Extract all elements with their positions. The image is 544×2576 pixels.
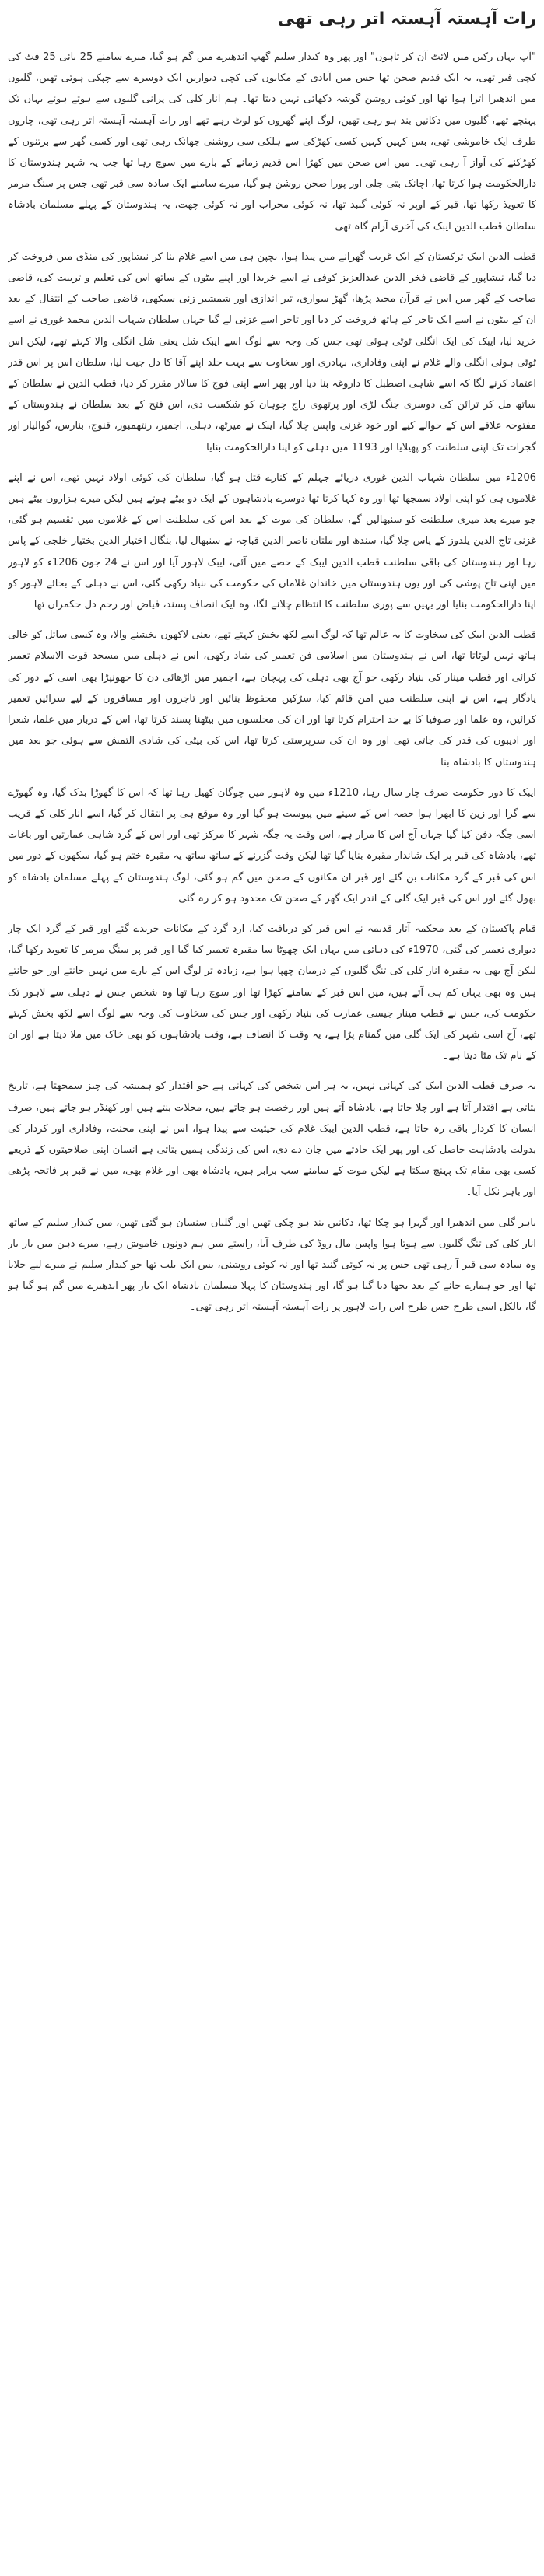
article-paragraph: قطب الدین ایبک ترکستان کے ایک غریب گھرانے میں پیدا ہوا، بچپن ہی میں اسے غلام بنا کر نیشاپور کی منڈی میں فروخت کر دیا گیا، نیشاپور کے قاضی فخر الدین عبدالعزیز کوفی نے اسے خریدا اور اپنے بیٹوں کے ساتھ اس کی تعلیم و تربیت کی، قاضی صاحب کے گھر میں اس نے قرآن مجید پڑھا، گھڑ سواری، تیر اندازی اور شمشیر زنی سیکھی، قاضی صاحب کے انتقال کے بعد ان کے بیٹوں نے اسے ایک تاجر کے ہاتھ فروخت کر دیا اور تاجر اسے غزنی لے گیا جہاں سلطان شہاب الدین محمد غوری نے اسے خرید لیا، ایبک کی ایک انگلی ٹوٹی ہوئی تھی جس کی وجہ سے لوگ اسے ایبک شل یعنی شل انگلی والا کہتے تھے، لیکن اس ٹوٹی ہوئی انگلی والے غلام نے اپنی وفاداری، بہادری اور سخاوت سے بہت جلد اپنے آقا کا دل جیت لیا، سلطان اس پر اس قدر اعتماد کرنے لگا کہ اسے شاہی اصطبل کا داروغہ بنا دیا اور پھر اسے اپنی فوج کا سالار مقرر کر دیا، قطب الدین نے سلطان کے ساتھ مل کر ترائن کی دوسری جنگ لڑی اور پرتھوی راج چوہان کو شکست دی، اس فتح کے بعد سلطان نے ہندوستان کے مفتوحہ علاقے اس کے حوالے کیے اور خود غزنی واپس چلا گیا، ایبک نے میرٹھ، دہلی، اجمیر، رنتھمبور، قنوج، بنارس، گوالیار اور گجرات تک اپنی سلطنت کو پھیلایا اور 1193 میں دہلی کو اپنا دارالحکومت بنایا۔ [8, 250, 536, 453]
article-paragraph: ایبک کا دور حکومت صرف چار سال رہا، 1210ء میں وہ لاہور میں چوگان کھیل رہا تھا کہ اس کا گھوڑا بدک گیا، وہ گھوڑے سے گرا اور زین کا ابھرا ہوا حصہ اس کے سینے میں پیوست ہو گیا اور وہ موقع ہی پر انتقال کر گیا، اسے انار کلی کے قریب اسی جگہ دفن کیا گیا جہاں آج اس کا مزار ہے، اس وقت یہ جگہ شہر کا مرکز تھی اور اس کے گرد شاہی عمارتیں اور باغات تھے، بادشاہ کی قبر پر ایک شاندار مقبرہ بنایا گیا تھا لیکن وقت گزرنے کے ساتھ ساتھ یہ مقبرہ ختم ہو گیا، سکھوں کے دور میں اس کی قبر کے گرد مکانات بن گئے اور قبر ان مکانوں کے صحن میں گم ہو گئی، لوگ ہندوستان کے پہلے مسلمان بادشاہ کو بھول گئے اور اس کی قبر ایک گلی کے اندر ایک گھر کے صحن تک محدود ہو کر رہ گئی۔ [8, 786, 536, 905]
article-paragraph: قطب الدین ایبک کی سخاوت کا یہ عالم تھا کہ لوگ اسے لکھ بخش کہتے تھے، یعنی لاکھوں بخشنے والا، وہ کسی سائل کو خالی ہاتھ نہیں لوٹاتا تھا، اس نے ہندوستان میں اسلامی فن تعمیر کی بنیاد رکھی، اس نے دہلی میں مسجد قوت الاسلام تعمیر کرائی اور قطب مینار کی بنیاد رکھی جو آج بھی دہلی کی پہچان ہے، اجمیر میں اڑھائی دن کا جھونپڑا بھی اسی کے دور کی یادگار ہے، اس نے اپنی سلطنت میں امن قائم کیا، سڑکیں محفوظ بنائیں اور تاجروں اور مسافروں کے لیے سرائیں تعمیر کرائیں، وہ علما اور صوفیا کا بے حد احترام کرتا تھا اور ان کی مجلسوں میں بیٹھنا پسند کرتا تھا، اس کے دربار میں علما، شعرا اور ادیبوں کی قدر کی جاتی تھی اور وہ ان کی سرپرستی کرتا تھا، اس کی بیٹی کی شادی التمش سے ہوئی جو بعد میں ہندوستان کا بادشاہ بنا۔ [8, 629, 536, 768]
article-paragraph: "آپ یہاں رکیں میں لائٹ آن کر تاہوں" اور پھر وہ کیدار سلیم گھپ اندھیرے میں گم ہو گیا، میرے سامنے 25 بائی 25 فٹ کی کچی قبر تھی، یہ ایک قدیم صحن تھا جس میں آبادی کے مکانوں کی کچی دیواریں ایک دوسرے سے چپکی ہوئی تھیں، گلیوں میں اندھیرا اترا ہوا تھا اور کوئی روشن گوشہ دکھائی نہیں دیتا تھا۔ ہم انار کلی کی پرانی گلیوں سے ہوتے ہوئے یہاں تک پہنچے تھے، گلیوں میں دکانیں بند ہو رہی تھیں، لوگ اپنے گھروں کو لوٹ رہے تھے اور رات آہستہ آہستہ اتر رہی تھی، چاروں طرف ایک خاموشی تھی، بس کہیں کہیں کسی کھڑکی سے ہلکی سی روشنی جھانک رہی تھی اور کسی گھر سے برتنوں کے کھڑکنے کی آواز آ رہی تھی۔ میں اس صحن میں کھڑا اس قدیم زمانے کے بارے میں سوچ رہا تھا جب یہ شہر ہندوستان کا دارالحکومت ہوا کرتا تھا، اچانک بتی جلی اور پورا صحن روشن ہو گیا، میرے سامنے ایک سادہ سی قبر تھی جس پر سنگ مرمر کا تعویذ رکھا تھا، قبر کے اوپر نہ کوئی گنبد تھا، نہ کوئی محراب اور نہ کوئی چھت، یہ ہندوستان کے پہلے مسلمان بادشاہ سلطان قطب الدین ایبک کی آخری آرام گاہ تھی۔ [8, 51, 536, 233]
article-paragraph: قیام پاکستان کے بعد محکمہ آثار قدیمہ نے اس قبر کو دریافت کیا، ارد گرد کے مکانات خریدے گئے اور قبر کے گرد ایک چار دیواری تعمیر کی گئی، 1970ء کی دہائی میں یہاں ایک چھوٹا سا مقبرہ تعمیر کیا گیا اور قبر پر سنگ مرمر کا تعویذ رکھا گیا، لیکن آج بھی یہ مقبرہ انار کلی کی تنگ گلیوں کے درمیان چھپا ہوا ہے، زیادہ تر لوگ اس کے بارے میں نہیں جانتے اور جو جانتے ہیں وہ بھی یہاں کم ہی آتے ہیں، میں اس قبر کے سامنے کھڑا تھا اور سوچ رہا تھا وہ شخص جس نے دہلی سے لاہور تک حکومت کی، جس نے قطب مینار جیسی عمارت کی بنیاد رکھی اور جس کی سخاوت کی وجہ سے لوگ اسے لکھ بخش کہتے تھے، آج اسی شہر کی ایک گلی میں گمنام پڑا ہے، یہ وقت کا انصاف ہے، وقت بادشاہوں کو بھی خاک میں ملا دیتا ہے اور ان کے نام تک مٹا دیتا ہے۔ [8, 922, 536, 1062]
article-column [8, 6, 536, 2570]
article-paragraph: یہ صرف قطب الدین ایبک کی کہانی نہیں، یہ ہر اس شخص کی کہانی ہے جو اقتدار کو ہمیشہ کی چیز سمجھتا ہے، تاریخ بتاتی ہے اقتدار آتا ہے اور چلا جاتا ہے، بادشاہ آتے ہیں اور رخصت ہو جاتے ہیں، محلات بنتے ہیں اور کھنڈر ہو جاتے ہیں، صرف انسان کا کردار باقی رہ جاتا ہے، قطب الدین ایبک غلام کی حیثیت سے پیدا ہوا، اس نے اپنی محنت، وفاداری اور کردار کی بدولت بادشاہت حاصل کی اور پھر ایک حادثے میں جان دے دی، اس کی زندگی ہمیں بتاتی ہے انسان اپنی صلاحیتوں کے ذریعے کسی بھی مقام تک پہنچ سکتا ہے لیکن موت کے سامنے سب برابر ہیں، بادشاہ بھی اور غلام بھی، میں نے قبر پر فاتحہ پڑھی اور باہر نکل آیا۔ [8, 1080, 536, 1199]
article-paragraph: 1206ء میں سلطان شہاب الدین غوری دریائے جہلم کے کنارے قتل ہو گیا، سلطان کی کوئی اولاد نہیں تھی، اس نے اپنے غلاموں ہی کو اپنی اولاد سمجھا تھا اور وہ کہا کرتا تھا دوسرے بادشاہوں کے ایک دو بیٹے ہوتے ہیں لیکن میرے ہزاروں بیٹے ہیں جو میرے بعد میری سلطنت کو سنبھالیں گے، سلطان کی موت کے بعد اس کی سلطنت اس کے غلاموں میں تقسیم ہو گئی، غزنی تاج الدین یلدوز کے پاس چلا گیا، سندھ اور ملتان ناصر الدین قباچہ نے سنبھال لیا، بنگال اختیار الدین بختیار خلجی کے پاس رہا اور ہندوستان کی باقی سلطنت قطب الدین ایبک کے حصے میں آئی، ایبک لاہور آیا اور اس نے 24 جون 1206ء کو لاہور میں اپنی تاج پوشی کی اور یوں ہندوستان میں خاندان غلاماں کی حکومت کی بنیاد رکھی گئی، اس نے دہلی کے بجائے لاہور کو اپنا دارالحکومت بنایا اور یہیں سے پوری سلطنت کا انتظام چلانے لگا، وہ ایک انصاف پسند، فیاض اور رحم دل حکمران تھا۔ [8, 471, 536, 611]
article-title: رات آہستہ آہستہ اتر رہی تھی [277, 9, 536, 29]
article-paragraph: باہر گلی میں اندھیرا اور گہرا ہو چکا تھا، دکانیں بند ہو چکی تھیں اور گلیاں سنسان ہو گئی تھیں، میں کیدار سلیم کے ساتھ انار کلی کی تنگ گلیوں سے ہوتا ہوا واپس مال روڈ کی طرف آیا، راستے میں ہم دونوں خاموش رہے، میرے ذہن میں بار بار وہ سادہ سی قبر آ رہی تھی جس پر نہ کوئی گنبد تھا اور نہ کوئی روشنی، بس ایک بلب تھا جو کیدار سلیم نے میرے لیے جلایا تھا اور جو ہمارے جانے کے بعد بجھا دیا گیا ہو گا، اور ہندوستان کا پہلا مسلمان بادشاہ ایک بار پھر اندھیرے میں گم ہو گیا ہو گا، بالکل اسی طرح جس طرح اس رات لاہور پر رات آہستہ آہستہ اتر رہی تھی۔ [8, 1216, 536, 1314]
